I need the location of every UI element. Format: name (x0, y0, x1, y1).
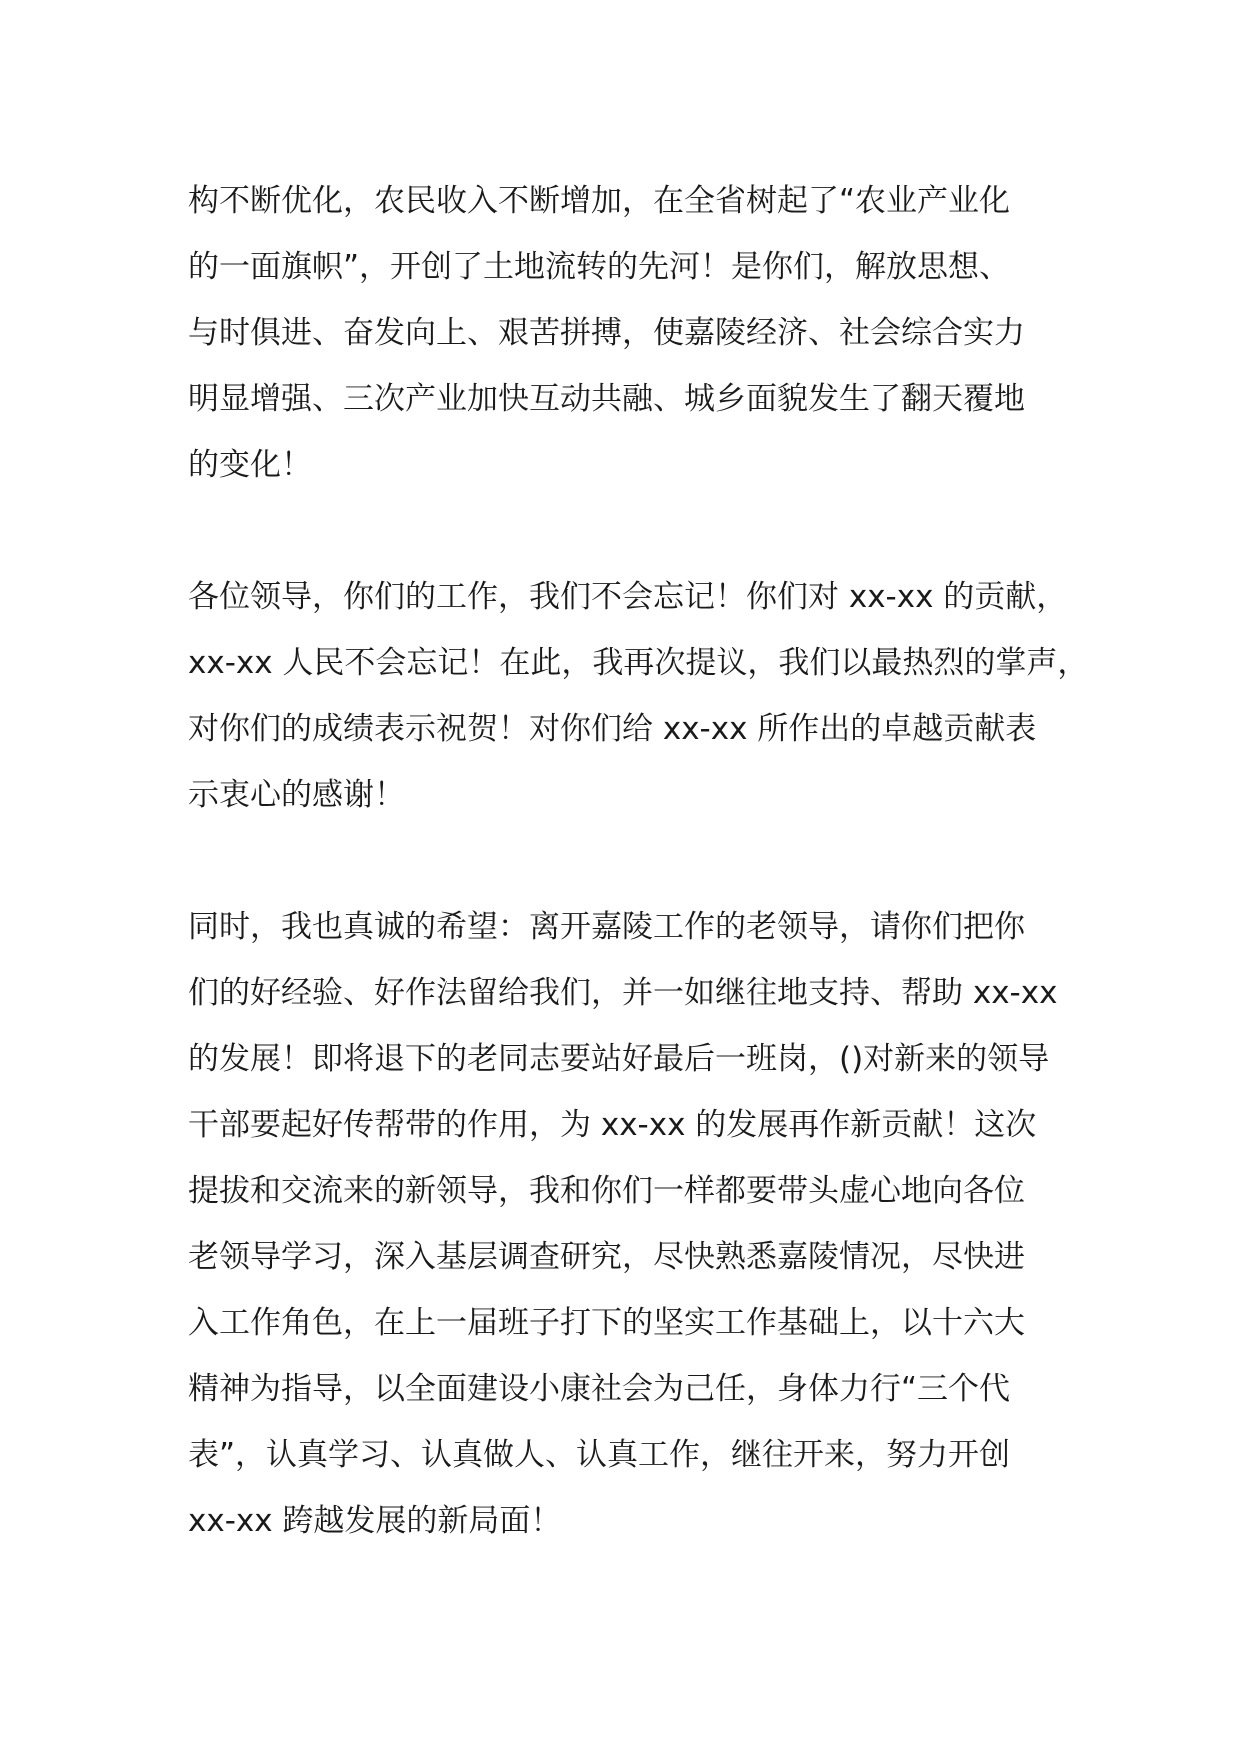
paragraph-line: 表”，认真学习、认真做人、认真工作，继往开来，努力开创 (188, 1437, 1011, 1473)
paragraph-line: 示衷心的感谢！ (188, 777, 405, 813)
paragraph-line: 的一面旗帜”，开创了土地流转的先河！是你们，解放思想、 (188, 249, 1011, 285)
paragraph-spacer (188, 498, 1068, 564)
paragraph-line: 干部要起好传帮带的作用，为 xx-xx 的发展再作新贡献！这次 (188, 1107, 1037, 1143)
paragraph-1 (188, 168, 1068, 498)
paragraph-spacer (188, 828, 1068, 894)
paragraph-line: 老领导学习，深入基层调查研究，尽快熟悉嘉陵情况，尽快进 (188, 1239, 1025, 1275)
paragraph-line: 对你们的成绩表示祝贺！对你们给 xx-xx 所作出的卓越贡献表 (188, 711, 1037, 747)
paragraph-line: xx-xx 跨越发展的新局面！ (188, 1503, 562, 1539)
paragraph-3 (188, 894, 1068, 1554)
paragraph-line: xx-xx 人民不会忘记！在此，我再次提议，我们以最热烈的掌声， (188, 645, 1089, 681)
paragraph-line: 的发展！即将退下的老同志要站好最后一班岗，()对新来的领导 (188, 1041, 1050, 1077)
paragraph-line: 们的好经验、好作法留给我们，并一如继往地支持、帮助 xx-xx (188, 975, 1058, 1011)
paragraph-line: 精神为指导，以全面建设小康社会为己任，身体力行“三个代 (188, 1371, 1011, 1407)
paragraph-line: 各位领导，你们的工作，我们不会忘记！你们对 xx-xx 的贡献， (188, 579, 1068, 615)
document-body (188, 168, 1089, 1554)
paragraph-line: 同时，我也真诚的希望：离开嘉陵工作的老领导，请你们把你 (188, 909, 1025, 945)
paragraph-line: 入工作角色，在上一届班子打下的坚实工作基础上，以十六大 (188, 1305, 1025, 1341)
paragraph-line: 构不断优化，农民收入不断增加，在全省树起了“农业产业化 (188, 183, 1011, 219)
paragraph-line: 明显增强、三次产业加快互动共融、城乡面貌发生了翻天覆地 (188, 381, 1025, 417)
paragraph-line: 提拔和交流来的新领导，我和你们一样都要带头虚心地向各位 (188, 1173, 1025, 1209)
paragraph-line: 与时俱进、奋发向上、艰苦拼搏，使嘉陵经济、社会综合实力 (188, 315, 1025, 351)
paragraph-line: 的变化！ (188, 447, 312, 483)
paragraph-2 (188, 564, 1089, 828)
